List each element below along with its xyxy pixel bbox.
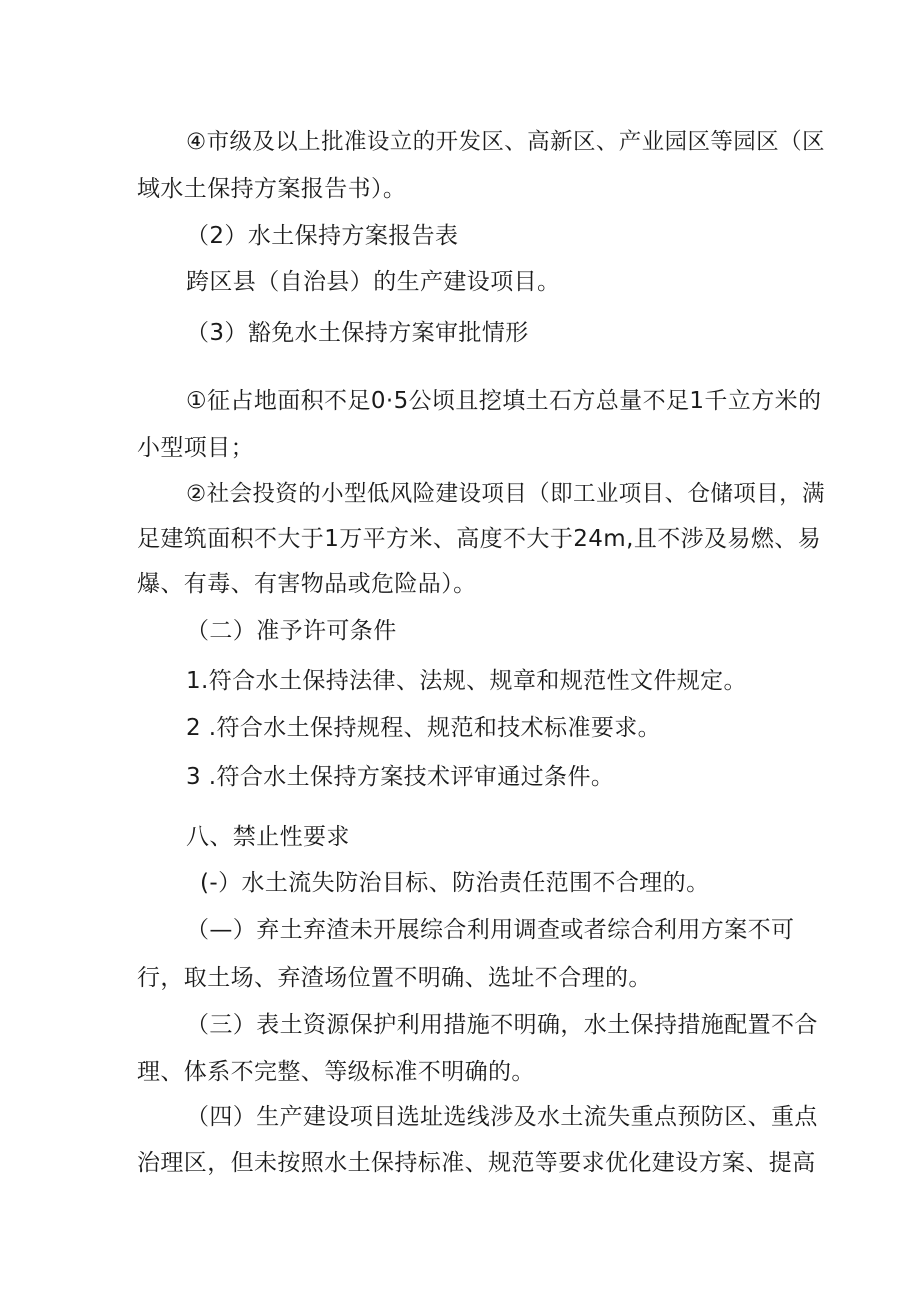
text-line: ①征占地面积不足0·5公顷且挖填土石方总量不足1千立方米的 bbox=[186, 388, 822, 414]
text-line: 域水土保持方案报告书）。 bbox=[137, 176, 407, 202]
text-line: 爆、有毒、有害物品或危险品）。 bbox=[137, 571, 477, 597]
list-item: （三）表土资源保护利用措施不明确，水土保持措施配置不合 bbox=[186, 1012, 818, 1038]
section-heading: （二）准予许可条件 bbox=[186, 618, 397, 644]
text-line: 行，取土场、弃渣场位置不明确、选址不合理的。 bbox=[137, 965, 652, 991]
text-line: ②社会投资的小型低风险建设项目（即工业项目、仓储项目，满 bbox=[186, 481, 825, 507]
text-line: 足建筑面积不大于1万平方米、高度不大于24m,且不涉及易燃、易 bbox=[137, 526, 822, 552]
text-line: 跨区县（自治县）的生产建设项目。 bbox=[186, 269, 561, 295]
text-line: 治理区，但未按照水土保持标准、规范等要求优化建设方案、提高 bbox=[137, 1150, 816, 1176]
list-item: 2 .符合水土保持规程、规范和技术标准要求。 bbox=[186, 715, 662, 741]
list-item: 3 .符合水土保持方案技术评审通过条件。 bbox=[186, 764, 615, 790]
list-item: （—）弃土弃渣未开展综合利用调查或者综合利用方案不可 bbox=[186, 917, 795, 943]
section-heading: （3）豁免水土保持方案审批情形 bbox=[186, 320, 529, 346]
text-line: 理、体系不完整、等级标准不明确的。 bbox=[137, 1059, 535, 1085]
text-line: ④市级及以上批准设立的开发区、高新区、产业园区等园区（区 bbox=[186, 129, 825, 155]
text-line: 小型项目； bbox=[137, 435, 254, 461]
list-item: 1.符合水土保持法律、法规、规章和规范性文件规定。 bbox=[186, 668, 747, 694]
chapter-heading: 八、禁止性要求 bbox=[186, 824, 350, 850]
list-item: （四）生产建设项目选址选线涉及水土流失重点预防区、重点 bbox=[186, 1104, 818, 1130]
list-item: (-）水土流失防治目标、防治责任范围不合理的。 bbox=[200, 870, 710, 896]
section-heading: （2）水土保持方案报告表 bbox=[186, 223, 459, 249]
